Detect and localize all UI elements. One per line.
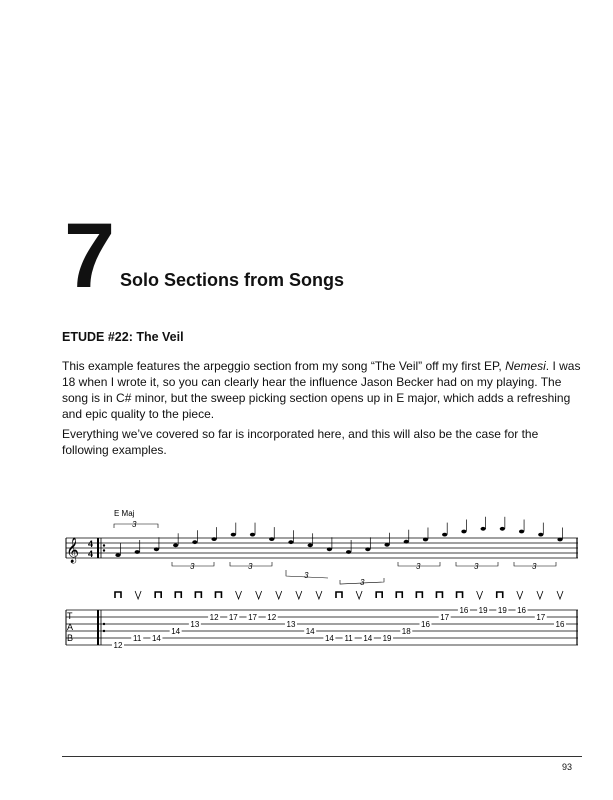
- note-heads: [115, 517, 562, 557]
- paragraph-intro-end: . I was 18 when I wrote it, so you can clearly hear the influence Jason Becker had on my playing. The song is in C# minor, but the sweep picking section opens up in E major, which adds a refreshing and epic quality to the piece.: [62, 359, 581, 421]
- tab-numbers: [112, 606, 566, 650]
- tab-number: 16: [459, 606, 469, 615]
- tab-number: 16: [421, 620, 430, 629]
- repeat-dot-icon: [103, 549, 105, 551]
- chord-label: E Maj: [114, 509, 135, 518]
- tab-number: 14: [151, 634, 161, 643]
- tab-number: 19: [382, 634, 392, 643]
- note-head: [442, 533, 447, 537]
- note-head: [538, 533, 543, 537]
- note-head: [557, 538, 562, 542]
- triplet-markers: [114, 524, 556, 584]
- repeat-dot-icon: [103, 623, 105, 625]
- tab-number: 14: [324, 634, 334, 643]
- downstroke-icon: [457, 592, 463, 598]
- downstroke-icon: [376, 592, 382, 598]
- note-head: [423, 538, 428, 542]
- tab-number: 13: [190, 620, 200, 629]
- triplet-label: 3: [474, 562, 479, 571]
- upstroke-icon: [236, 591, 242, 599]
- note-head: [173, 543, 178, 547]
- note-head: [404, 540, 409, 544]
- music-notation: [0, 500, 613, 660]
- note-head: [269, 537, 274, 541]
- tab-number: 19: [478, 606, 488, 615]
- tab-number: 17: [536, 613, 546, 622]
- triplet-label: 3: [416, 562, 421, 571]
- ep-title: Nemesi: [505, 359, 546, 373]
- triplet-label: 3: [248, 562, 253, 571]
- tab-number: 13: [286, 620, 296, 629]
- tab-number: 14: [305, 627, 315, 636]
- tab-clef-t: T: [67, 611, 73, 621]
- triplet-label: 3: [532, 562, 537, 571]
- tab-number: 19: [497, 606, 507, 615]
- etude-heading: ETUDE #22: The Veil: [62, 330, 184, 344]
- chapter-title: Solo Sections from Songs: [120, 270, 345, 290]
- downstroke-icon: [195, 592, 201, 598]
- note-head: [288, 540, 293, 544]
- standard-staff: [66, 538, 578, 558]
- downstroke-icon: [497, 592, 503, 598]
- upstroke-icon: [316, 591, 322, 599]
- triplet-label: 3: [304, 571, 309, 580]
- note-head: [365, 547, 370, 551]
- tab-number: 16: [517, 606, 527, 615]
- tab-number: 16: [555, 620, 565, 629]
- treble-clef-icon: 𝄞: [66, 537, 80, 562]
- note-head: [250, 533, 255, 537]
- downstroke-icon: [215, 592, 221, 598]
- note-head: [231, 533, 236, 537]
- note-head: [192, 540, 197, 544]
- tab-number: 17: [228, 613, 238, 622]
- tab-clef-a: A: [67, 622, 74, 632]
- tab-number: 12: [267, 613, 277, 622]
- downstroke-icon: [416, 592, 422, 598]
- upstroke-icon: [296, 591, 302, 599]
- footer-divider: [62, 756, 582, 757]
- paragraph-intro-start: This example features the arpeggio section from my song “The Veil” off my first EP,: [62, 359, 506, 373]
- page-number: 93: [562, 762, 573, 772]
- downstroke-icon: [396, 592, 402, 598]
- triplet-label: 3: [360, 578, 365, 587]
- upstroke-icon: [517, 591, 523, 599]
- tab-clef-b: B: [67, 633, 74, 643]
- tab-number: 14: [171, 627, 181, 636]
- repeat-dot-icon: [103, 544, 105, 546]
- upstroke-icon: [276, 591, 282, 599]
- tab-number: 17: [248, 613, 257, 622]
- upstroke-icon: [557, 591, 563, 599]
- note-head: [519, 530, 524, 534]
- tab-number: 17: [440, 613, 450, 622]
- downstroke-icon: [175, 592, 181, 598]
- note-head: [346, 550, 351, 554]
- tab-number: 11: [133, 634, 142, 643]
- upstroke-icon: [135, 591, 141, 599]
- note-head: [308, 543, 313, 547]
- tab-number: 12: [113, 641, 123, 650]
- pick-strokes: [115, 591, 563, 599]
- note-head: [481, 527, 486, 531]
- upstroke-icon: [537, 591, 543, 599]
- note-head: [461, 530, 466, 534]
- upstroke-icon: [256, 591, 262, 599]
- downstroke-icon: [436, 592, 442, 598]
- upstroke-icon: [356, 591, 362, 599]
- paragraph-intro: [62, 358, 582, 422]
- upstroke-icon: [477, 591, 483, 599]
- downstroke-icon: [336, 592, 342, 598]
- note-head: [500, 527, 505, 531]
- triplet-label: 3: [132, 520, 137, 529]
- note-head: [154, 547, 159, 551]
- repeat-dot-icon: [103, 630, 105, 632]
- note-head: [384, 543, 389, 547]
- paragraph-followup: Everything we’ve covered so far is incorporated here, and this will also be the case for the following examples.: [62, 427, 539, 457]
- note-head: [135, 550, 140, 554]
- tab-number: 11: [344, 634, 353, 643]
- triplet-label: 3: [190, 562, 195, 571]
- downstroke-icon: [155, 592, 161, 598]
- downstroke-icon: [115, 592, 121, 598]
- time-signature-bottom: 4: [88, 549, 94, 559]
- tab-number: 18: [401, 627, 411, 636]
- chapter-number: 7: [64, 205, 114, 307]
- note-head: [211, 537, 216, 541]
- note-head: [115, 553, 120, 557]
- note-head: [327, 547, 332, 551]
- time-signature-top: 4: [88, 539, 94, 549]
- tab-number: 14: [363, 634, 373, 643]
- tab-number: 12: [209, 613, 219, 622]
